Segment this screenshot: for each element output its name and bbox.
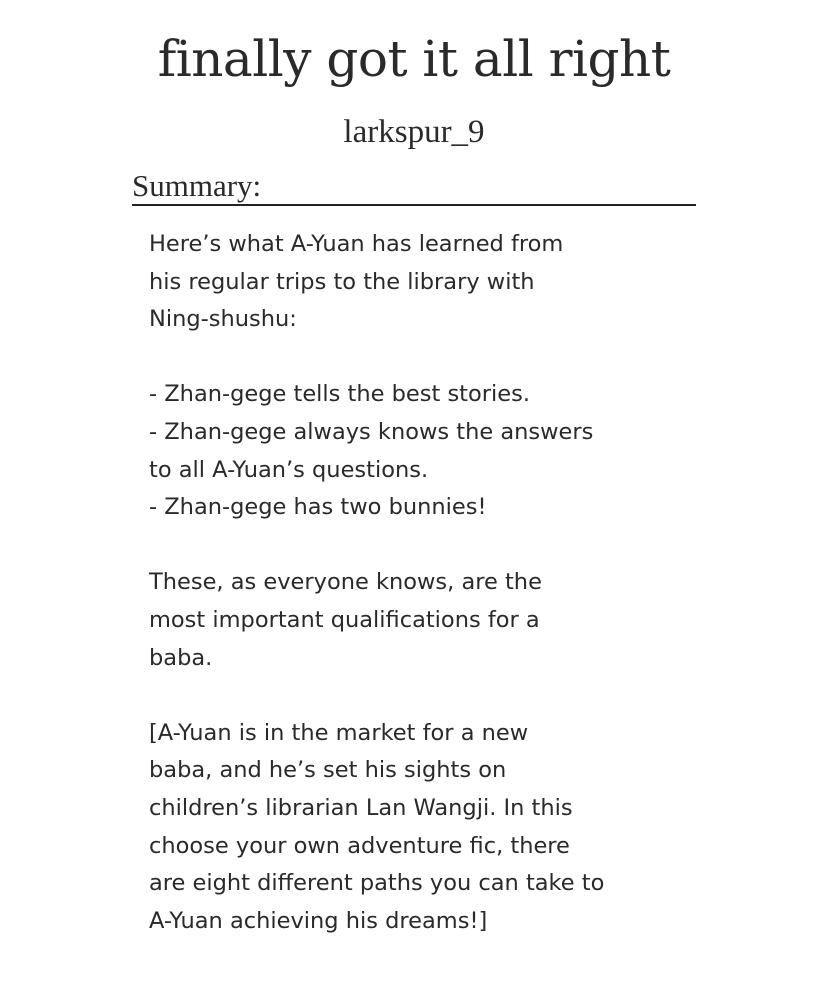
summary-line: children’s librarian Lan Wangji. In this — [149, 794, 573, 821]
summary-line: - Zhan-gege tells the best stories. — [149, 381, 530, 408]
summary-line: most important qualifications for a — [149, 606, 540, 633]
summary-line: are eight different paths you can take to — [149, 870, 605, 897]
summary-line: baba, and he’s set his sights on — [149, 757, 507, 784]
work-title: finally got it all right — [157, 30, 671, 88]
summary-line: A-Yuan achieving his dreams!] — [149, 907, 488, 934]
summary-line: - Zhan-gege always knows the answers — [149, 418, 594, 445]
author-name[interactable]: larkspur_9 — [343, 114, 485, 150]
summary-line: [A-Yuan is in the market for a new — [149, 719, 529, 746]
summary-line: These, as everyone knows, are the — [149, 569, 542, 596]
summary-line: baba. — [149, 644, 213, 671]
summary-paragraph — [149, 564, 709, 677]
summary-line: Here’s what A-Yuan has learned from — [149, 231, 564, 257]
summary-line: his regular trips to the library with — [149, 268, 535, 295]
summary-heading: Summary: — [132, 168, 696, 206]
summary-line: - Zhan-gege has two bunnies! — [149, 494, 487, 521]
summary-line: to all A-Yuan’s questions. — [149, 456, 429, 483]
summary-paragraph — [149, 715, 709, 941]
summary-paragraph — [149, 226, 709, 339]
summary-paragraph — [149, 376, 709, 526]
summary-body — [149, 226, 709, 978]
summary-line: Ning-shushu: — [149, 306, 297, 333]
summary-line: choose your own adventure fic, there — [149, 832, 570, 859]
